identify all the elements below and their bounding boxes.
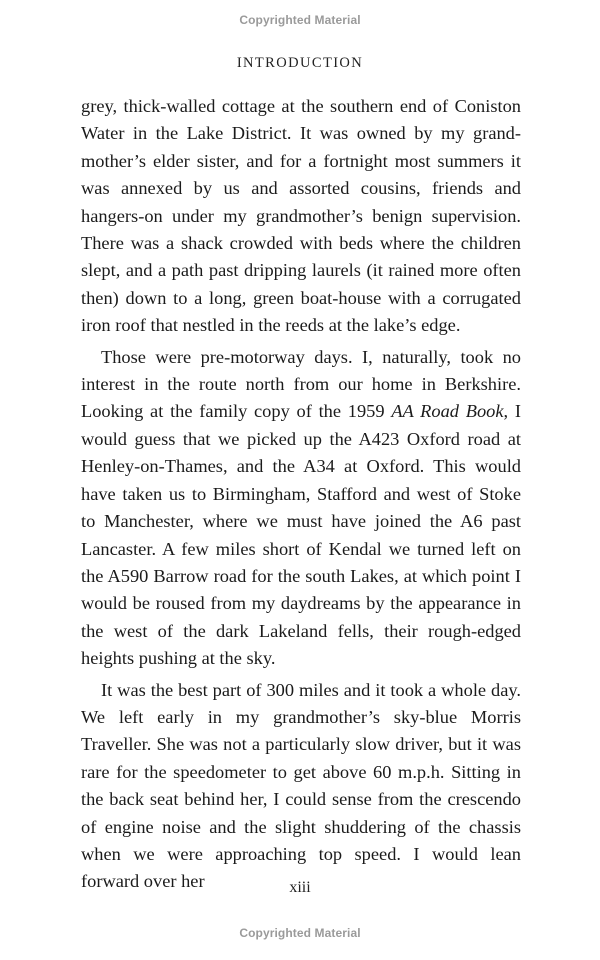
running-head: INTRODUCTION <box>236 55 364 71</box>
body-text <box>81 93 521 896</box>
paragraph-3: It was the best part of 300 miles and it took a whole day. We left early in my grandmother’s sky-blue Morris Traveller. She was not a particularly slow driver, but it was rare for the speedometer to get above 60 m.p.h. Sitting in the back seat behind her, I could sense from the crescendo of engine noise and the slight shuddering of the chassis when we were approaching top speed. I would lean forward over her <box>81 679 521 892</box>
paragraph-1: grey, thick-walled cottage at the southern end of Coniston Water in the Lake District. It was owned by my grand-mother’s elder sister, and for a fortnight most summers it was annexed by us and assorted cousins, friends and hangers-on under my grandmother’s benign supervision. There was a shack crowded with beds where the children slept, and a path past dripping laurels (it rained more often then) down to a long, green boat-house with a corrugated iron roof that nestled in the reeds at the lake’s edge. <box>81 96 521 336</box>
page-number: xiii <box>289 879 311 896</box>
copyright-watermark-top: Copyrighted Material <box>239 13 361 27</box>
paragraph-2-text-after: , I would guess that we picked up the A423 Oxford road at Henley-on-Thames, and the A34 at Oxford. This would have taken us to Birmingham, Stafford and west of Stoke to Manchester, where we must have joined the A6 past Lancaster. A few miles short of Kendal we turned left on the A590 Barrow road for the south Lakes, at which point I would be roused from my daydreams by the appearance in the west of the dark Lakeland fells, their rough-edged heights pushing at the sky. <box>81 401 522 669</box>
paragraph-2-text-before: Those were pre-motorway days. I, naturally, took no interest in the route north from our home in Berkshire. Looking at the family copy of the 1959 <box>81 346 521 422</box>
copyright-watermark-bottom: Copyrighted Material <box>239 926 361 940</box>
paragraph-2 <box>81 344 521 673</box>
book-title: AA Road Book <box>391 401 504 422</box>
